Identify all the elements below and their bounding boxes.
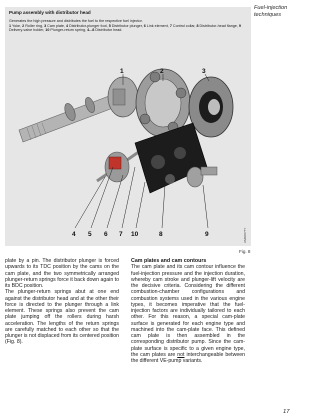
legend-text: Distributor plunger, bbox=[110, 23, 144, 28]
legend-text: Distributor-head flange, bbox=[198, 23, 239, 28]
legend-text: Yoke, bbox=[11, 23, 23, 28]
right-paragraph bbox=[131, 264, 245, 364]
legend-text: Cam plate, bbox=[46, 23, 67, 28]
callout-5: 5 bbox=[88, 231, 92, 238]
left-text-column bbox=[5, 258, 119, 346]
callout-3: 3 bbox=[202, 68, 206, 75]
right-text-before: The cam plate and its cam contour influence the fuel-injection pressure and the injection duration, whereby cam stroke and plunger-lift velocity are the decisive criteria. Considering the different combustion-chamber configurations and combustion systems used in the various engine types, it becomes imperative that the fuel-injection factors are individually tailored to each other. For this reason, a special cam-plate surface is generated for each engine type and machined into the cam-plate face. This defined cam plate is then assembled in the corresponding distributor pump. Since the cam-plate surface is specific to a given engine type, the cam plates are bbox=[131, 264, 245, 358]
legend-number: 7 bbox=[169, 23, 172, 28]
figure-label: Fig. 8 bbox=[239, 249, 251, 254]
pump-assembly-illustration bbox=[5, 7, 251, 246]
figure-title: Pump assembly with distributor head bbox=[9, 10, 91, 15]
page-number: 17 bbox=[283, 409, 290, 415]
legend-number: 8 bbox=[196, 23, 199, 28]
legend-text: Distributor head. bbox=[94, 28, 123, 33]
legend-text: Plunger-return spring, bbox=[49, 28, 88, 33]
callout-10: 10 bbox=[131, 231, 139, 238]
underlined-word: not bbox=[177, 351, 185, 358]
figure-caption-intro: Generates the high pressure and distributes the fuel to the respective fuel injector. bbox=[9, 19, 143, 23]
legend-number: 10 bbox=[45, 28, 50, 33]
legend-number: 5 bbox=[108, 23, 111, 28]
right-text-after: interchangeable between the different VE-pump variants. bbox=[131, 351, 245, 364]
callout-4: 4 bbox=[72, 231, 76, 238]
legend-text: Distributor-plunger foot, bbox=[68, 23, 109, 28]
legend-number: 4...8 bbox=[87, 28, 95, 33]
callout-7: 7 bbox=[119, 231, 123, 238]
legend-text: Roller ring, bbox=[24, 23, 45, 28]
callout-9: 9 bbox=[205, 231, 209, 238]
legend-number: 1 bbox=[9, 23, 12, 28]
left-paragraph-2: The plunger-return springs abut at one end against the distributor head and at the other their force is directed to the plunger through a link element. These springs also prevent the cam plate jumping off the rollers during harsh acceleration. The lengths of the return springs are carefully matched to each other so that the plunger is not displaced from its centered position (Fig. 8). bbox=[5, 289, 119, 346]
legend-text: Control collar, bbox=[171, 23, 197, 28]
left-paragraph-1: plate by a pin. The distributor plunger is forced upwards to its TDC position by the cams on the cam plate, and the two symmetrically arranged plunger-return springs force it back down again to its BDC position. bbox=[5, 258, 119, 289]
callout-6: 6 bbox=[104, 231, 108, 238]
margin-heading: Fuel-injection techniques bbox=[254, 5, 288, 18]
drive-shaft bbox=[19, 93, 121, 142]
figure-panel bbox=[5, 7, 251, 246]
callout-8: 8 bbox=[159, 231, 163, 238]
legend-number: 4 bbox=[66, 23, 69, 28]
callout-1: 1 bbox=[120, 68, 124, 75]
legend-number: 2 bbox=[22, 23, 25, 28]
right-text-column bbox=[131, 258, 245, 364]
legend-text: Link element, bbox=[145, 23, 170, 28]
legend-text: Delivery-valve holder, bbox=[9, 28, 46, 33]
section-heading: Cam plates and cam contours bbox=[131, 258, 207, 264]
legend-number: 6 bbox=[143, 23, 146, 28]
legend-number: 9 bbox=[238, 23, 241, 28]
cam-plate-part bbox=[189, 77, 233, 137]
legend-number: 3 bbox=[44, 23, 47, 28]
image-code: UMK0077Y bbox=[243, 227, 247, 243]
callout-2: 2 bbox=[160, 68, 164, 75]
